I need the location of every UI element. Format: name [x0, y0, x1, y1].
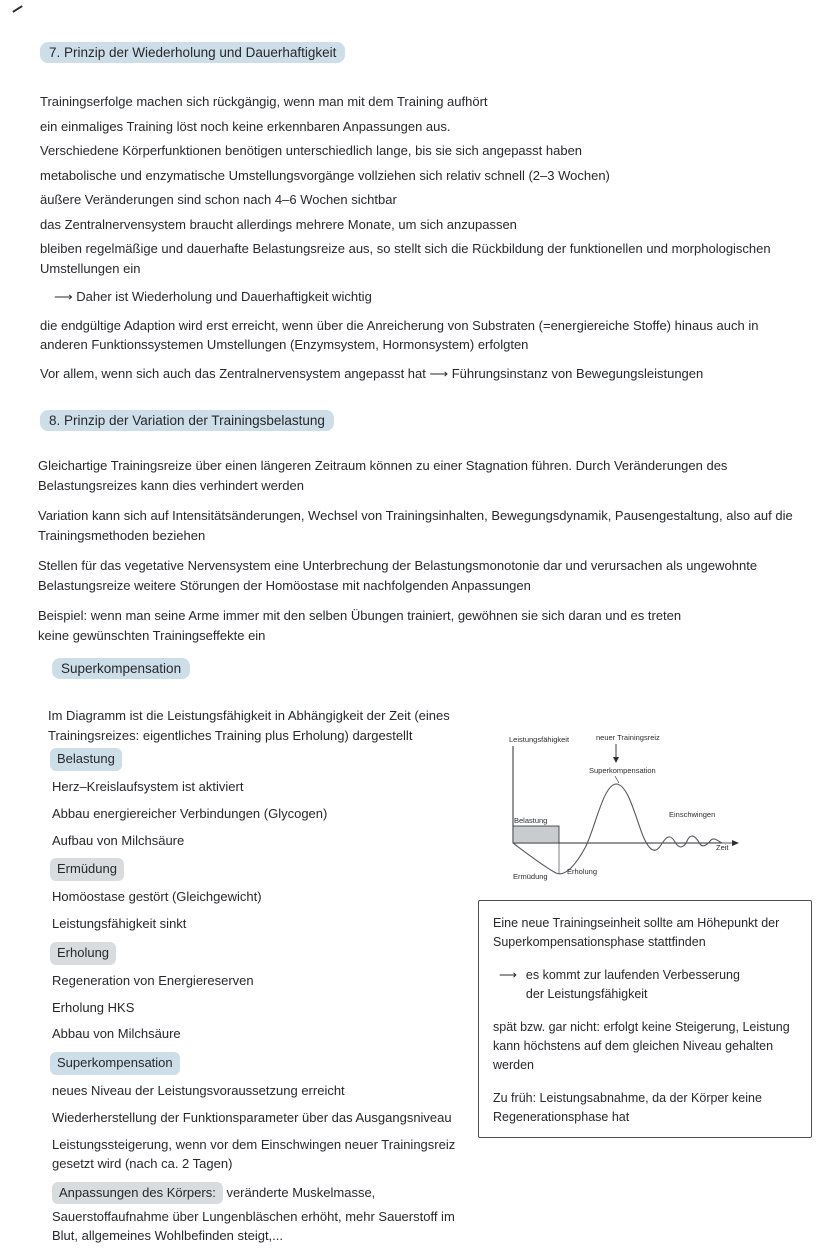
superkompensation-intro: Im Diagramm ist die Leistungsfähigkeit in Abhängigkeit der Zeit (eines Trainingsreizes: eigentliches Training plus Erholung) dargestellt — [48, 708, 450, 744]
note-line: Eine neue Trainingseinheit sollte am Höhepunkt der Superkompensationsphase stattfinden — [493, 916, 780, 950]
list-item: Aufbau von Milchsäure — [52, 832, 185, 848]
paragraph: ein einmaliges Training löst noch keine erkennbaren Anpassungen aus. — [40, 118, 451, 134]
note-box — [478, 900, 812, 1138]
diagram-trigger-label: neuer Trainingsreiz — [596, 733, 660, 742]
list-item: Leistungssteigerung, wenn vor dem Einschwingen neuer Trainingsreiz gesetzt wird (nach ca. 2 Tagen) — [52, 1136, 456, 1171]
diagram-load-label: Belastung — [514, 816, 548, 825]
paragraph: die endgültige Adaption wird erst erreicht, wenn über die Anreicherung von Substraten (=energiereiche Stoffe) hinaus auch in anderen Funktionssystemen Umstellungen (Enzymsystem, Hormonsystem) erfolgten — [40, 317, 759, 352]
section-7-body — [40, 92, 782, 388]
list-item: Erholung HKS — [52, 999, 135, 1015]
arrow-note: ⟶ Daher ist Wiederholung und Dauerhaftigkeit wichtig — [54, 289, 372, 304]
anpassungen-paragraph — [52, 1182, 472, 1247]
section-8-title-highlight: 8. Prinzip der Variation der Trainingsbelastung — [40, 410, 334, 431]
list-item: Abbau von Milchsäure — [52, 1026, 181, 1042]
section-8-body — [38, 456, 800, 656]
diagram-x-axis-label: Zeit — [716, 843, 729, 852]
diagram-peak-label: Superkompensation — [589, 766, 656, 775]
anpassungen-label-highlight: Anpassungen des Körpers: — [52, 1182, 223, 1205]
supercompensation-diagram — [503, 728, 748, 898]
paragraph: das Zentralnervensystem braucht allerdings mehrere Monate, um sich anzupassen — [40, 216, 517, 232]
diagram-y-axis-label: Leistungsfähigkeit — [509, 735, 570, 744]
section-8-title — [40, 410, 334, 431]
superkompensation-list — [50, 748, 472, 1254]
note-line: spät bzw. gar nicht: erfolgt keine Steigerung, Leistung kann höchstens auf dem gleichen Niveau gehalten werden — [493, 1019, 790, 1073]
paragraph: Beispiel: wenn man seine Arme immer mit den selben Übungen trainiert, gewöhnen sie sich daran und es treten keine gewünschten Trainingseffekte ein — [38, 608, 682, 643]
list-item: Leistungsfähigkeit sinkt — [52, 916, 187, 932]
x-axis-arrowhead — [732, 840, 739, 846]
list-item: Homöostase gestört (Gleichgewicht) — [52, 889, 262, 905]
list-item: Regeneration von Energiereserven — [52, 972, 254, 988]
superkompensation-title — [52, 658, 190, 679]
note-line: es kommt zur laufenden Verbesserung der Leistungsfähigkeit — [525, 967, 740, 1002]
paragraph: Trainingserfolge machen sich rückgängig, wenn man mit dem Training aufhört — [40, 94, 488, 109]
group-erholung — [50, 942, 472, 1044]
note-line: Zu früh: Leistungsabnahme, da der Körper keine Regenerationsphase hat — [493, 1090, 762, 1124]
stray-pen-mark — [12, 5, 22, 13]
group-superkompensation — [50, 1052, 472, 1173]
paragraph: Variation kann sich auf Intensitätsänderungen, Wechsel von Trainingsinhalten, Bewegungsdynamik, Pausengestaltung, also auf die Trainingsmethoden beziehen — [38, 508, 793, 543]
group-heading-ermuedung: Ermüdung — [50, 858, 124, 881]
paragraph: äußere Veränderungen sind schon nach 4–6 Wochen sichtbar — [40, 192, 397, 207]
diagram-recovery-label: Erholung — [567, 867, 598, 876]
long-arrow: ⟶ — [499, 967, 517, 982]
diagram-oscillation-label: Einschwingen — [669, 810, 716, 819]
list-item: Abbau energiereicher Verbindungen (Glycogen) — [52, 805, 328, 821]
paragraph: Vor allem, wenn sich auch das Zentralnervensystem angepasst hat ⟶ Führungsinstanz von Bewegungsleistungen — [40, 365, 704, 381]
diagram-fatigue-label: Ermüdung — [513, 872, 548, 881]
group-ermuedung — [50, 858, 472, 934]
paragraph: Verschiedene Körperfunktionen benötigen unterschiedlich lange, bis sie sich angepasst haben — [40, 143, 583, 158]
group-belastung — [50, 748, 472, 850]
trainingsreiz-arrowhead — [613, 757, 619, 763]
belastung-box — [513, 826, 559, 843]
paragraph: Gleichartige Trainingsreize über einen längeren Zeitraum können zu einer Stagnation führen. Durch Veränderungen des Belastungsreizes kann dies verhindert werden — [38, 458, 728, 493]
supercompensation-curve-svg — [503, 728, 748, 898]
list-item: neues Niveau der Leistungsvoraussetzung erreicht — [52, 1083, 345, 1099]
section-7-title-highlight: 7. Prinzip der Wiederholung und Dauerhaftigkeit — [40, 42, 345, 63]
paragraph: Stellen für das vegetative Nervensystem eine Unterbrechung der Belastungsmonotonie dar und verursachen als ungewohnte Belastungsreize weitere Störungen der Homöostase mit nachfolgenden Anpassungen — [38, 558, 758, 593]
anpassungen-text: veränderte Muskelmasse, Sauerstoffaufnahme über Lungenbläschen erhöht, mehr Sauerstoff im Blut, allgemeines Wohlbefinden steigt,... — [52, 1184, 455, 1244]
list-item: Wiederherstellung der Funktionsparameter über das Ausgangsniveau — [52, 1109, 452, 1125]
note-arrow-row — [499, 966, 799, 1005]
paragraph: bleiben regelmäßige und dauerhafte Belastungsreize aus, so stellt sich die Rückbildung der funktionellen und morphologischen Umstellungen ein — [40, 241, 771, 276]
group-heading-erholung: Erholung — [50, 942, 116, 965]
superkompensation-title-highlight: Superkompensation — [52, 658, 190, 679]
group-heading-belastung: Belastung — [50, 748, 122, 771]
paragraph: metabolische und enzymatische Umstellungsvorgänge vollziehen sich relativ schnell (2–3 Wochen) — [40, 167, 610, 183]
section-7-title — [40, 42, 345, 63]
group-heading-superkompensation: Superkompensation — [50, 1052, 180, 1075]
list-item: Herz–Kreislaufsystem ist aktiviert — [52, 778, 244, 794]
peak-pointer-line — [615, 776, 619, 783]
